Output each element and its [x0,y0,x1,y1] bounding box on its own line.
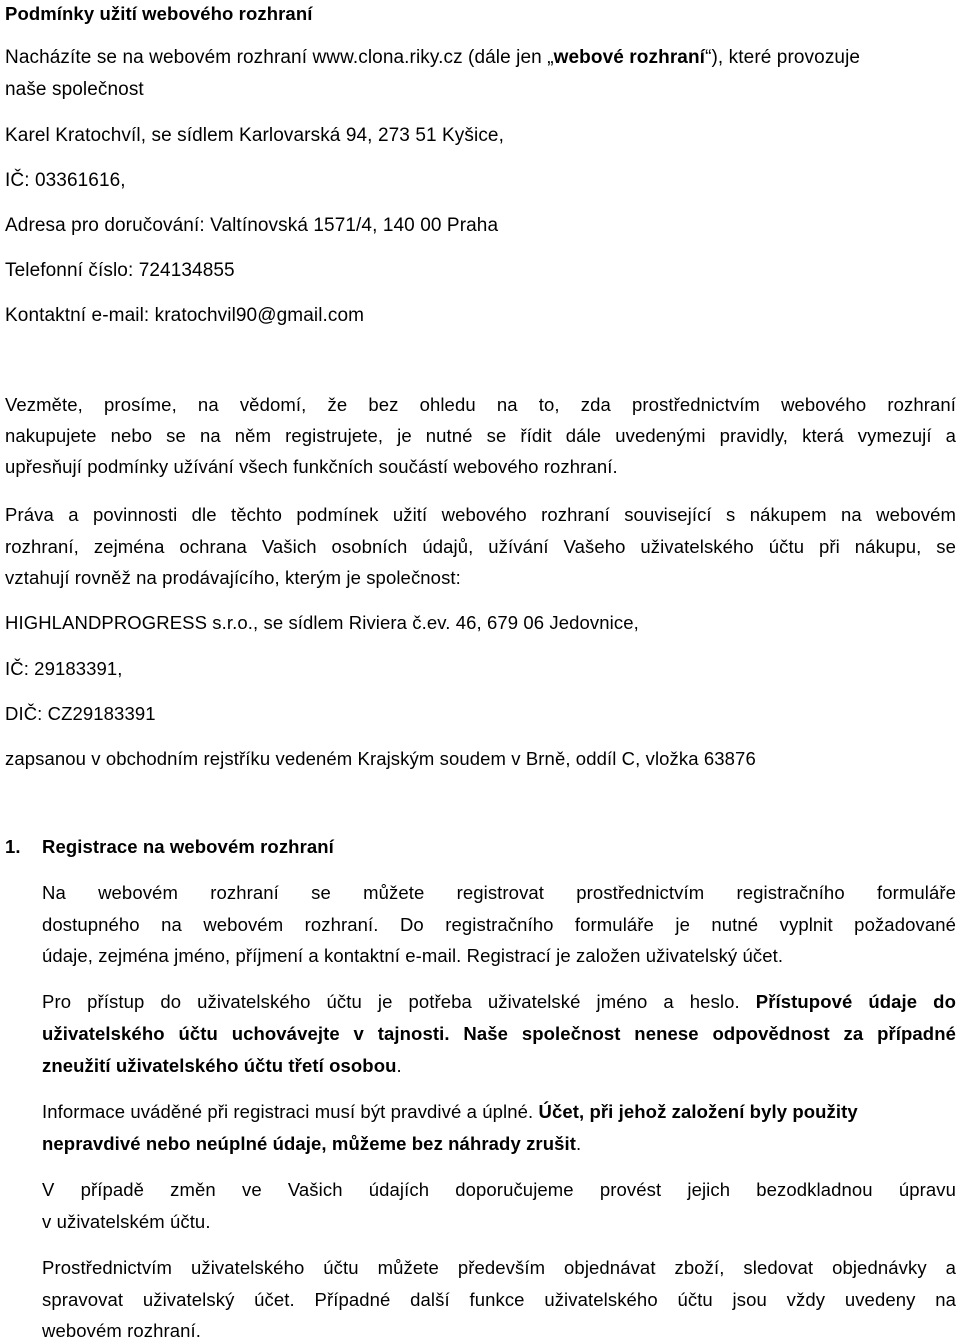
company-id: IČ: 29183391, [5,658,123,679]
page-title: Podmínky užití webového rozhraní [5,3,313,24]
section-heading: Registrace na webovém rozhraní [42,836,334,857]
paragraph-line: V případě změn ve Vašich údajích doporučujeme provést jejich bezodkladnou úpravu [42,1179,956,1200]
paragraph-line: webovém rozhraní. [42,1320,202,1341]
paragraph-line: uživatelského účtu uchovávejte v tajnosti. Naše společnost nenese odpovědnost za případné [42,1023,956,1044]
paragraph-line: údaje, zejména jméno, příjmení a kontaktní e-mail. Registrací je založen uživatelský účet. [42,945,784,966]
paragraph-line: Vezměte, prosíme, na vědomí, že bez ohledu na to, zda prostřednictvím webového rozhraní [5,394,956,415]
phone-number: Telefonní číslo: 724134855 [5,260,235,281]
paragraph-line: rozhraní, zejména ochrana Vašich osobních údajů, užívání Vašeho uživatelského účtu při nákupu, se [5,536,956,557]
operator-name: Karel Kratochvíl, se sídlem Karlovarská 94, 273 51 Kyšice, [5,125,504,146]
paragraph-line: v uživatelském účtu. [42,1211,211,1232]
paragraph-line: vztahují rovněž na prodávajícího, kterým je společnost: [5,567,461,588]
section-number: 1. [5,836,21,857]
intro-line-1: Nacházíte se na webovém rozhraní www.clona.riky.cz (dále jen „webové rozhraní“), které provozuje [5,47,861,68]
paragraph-line: zneužití uživatelského účtu třetí osobou. [42,1055,402,1076]
paragraph-line: nakupujete nebo se na něm registrujete, je nutné se řídit dále uvedenými pravidly, která vymezují a [5,425,956,446]
contact-email: Kontaktní e-mail: kratochvil90@gmail.com [5,305,365,326]
company-address: HIGHLANDPROGRESS s.r.o., se sídlem Riviera č.ev. 46, 679 06 Jedovnice, [5,612,639,633]
company-registration: zapsanou v obchodním rejstříku vedeném Krajským soudem v Brně, oddíl C, vložka 63876 [5,748,756,769]
paragraph-line: spravovat uživatelský účet. Případné další funkce uživatelského účtu jsou vždy uvedeny na [42,1289,956,1310]
paragraph-line: nepravdivé nebo neúplné údaje, můžeme bez náhrady zrušit. [42,1133,582,1154]
company-vat-id: DIČ: CZ29183391 [5,703,156,724]
paragraph-line: Informace uváděné při registraci musí být pravdivé a úplné. Účet, při jehož založení byly použity [42,1101,858,1122]
paragraph-line: Prostřednictvím uživatelského účtu můžete především objednávat zboží, sledovat objednávky a [42,1257,956,1278]
paragraph-line: Pro přístup do uživatelského účtu je potřeba uživatelské jméno a heslo. Přístupové údaje do [42,991,956,1012]
paragraph-line: Na webovém rozhraní se můžete registrovat prostřednictvím registračního formuláře [42,882,956,903]
paragraph-line: dostupného na webovém rozhraní. Do registračního formuláře je nutné vyplnit požadované [42,914,956,935]
paragraph-line: upřesňují podmínky užívání všech funkčních součástí webového rozhraní. [5,456,618,477]
paragraph-line: Práva a povinnosti dle těchto podmínek užití webového rozhraní související s nákupem na webovém [5,504,956,525]
operator-id: IČ: 03361616, [5,170,126,191]
delivery-address: Adresa pro doručování: Valtínovská 1571/4, 140 00 Praha [5,215,499,236]
intro-line-2: naše společnost [5,79,144,100]
